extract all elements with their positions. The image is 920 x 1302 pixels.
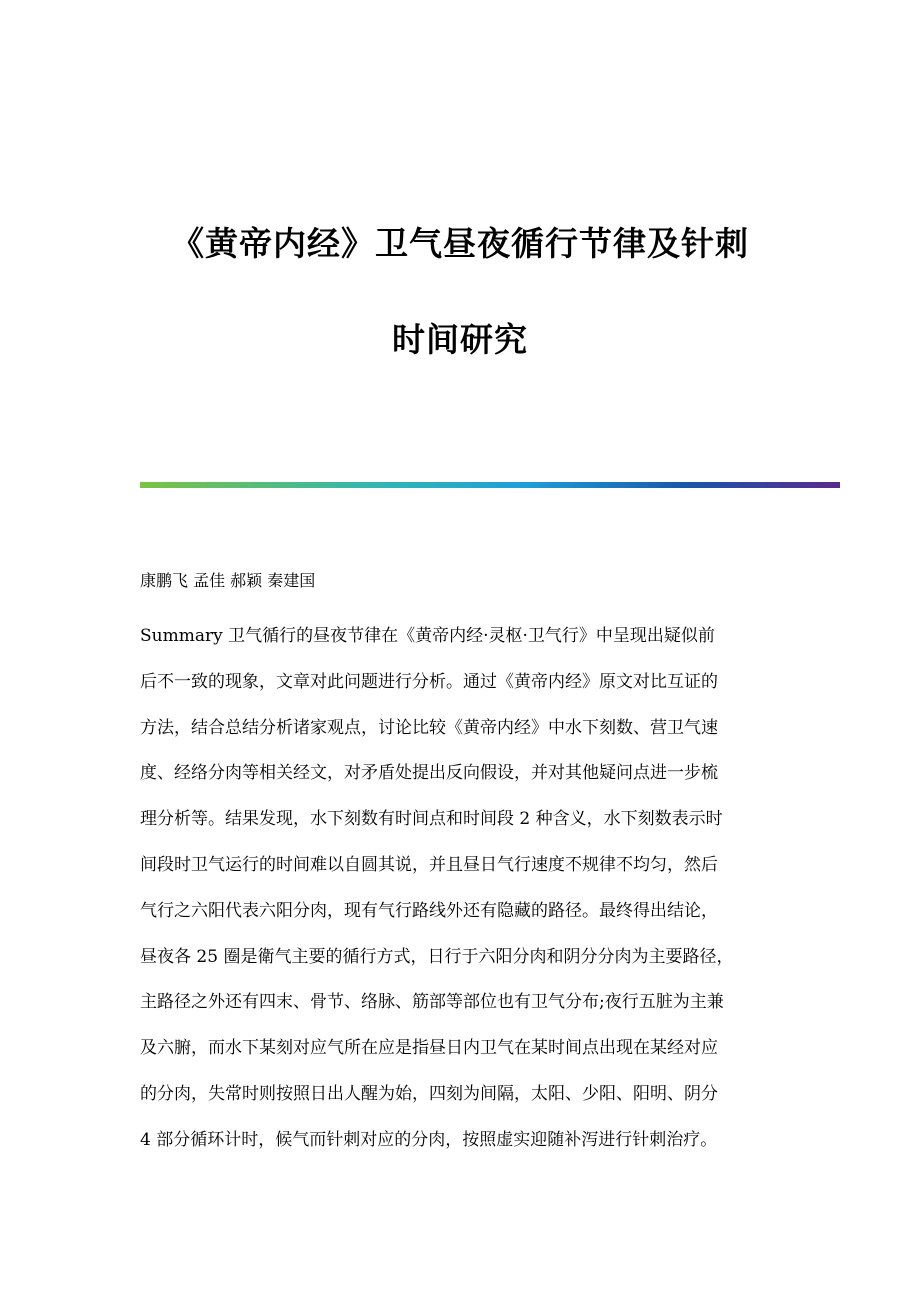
abstract-line: 及六腑，而水下某刻对应气所在应是指昼日内卫气在某时间点出现在某经对应: [140, 1038, 718, 1059]
abstract-line: 昼夜各 25 圈是衛气主要的循行方式，日行于六阳分肉和阴分分肉为主要路径，: [140, 946, 734, 967]
abstract-line: 理分析等。结果发现，水下刻数有时间点和时间段 2 种含义，水下刻数表示时: [140, 809, 723, 830]
abstract-line: 4 部分循环计时，候气而针刺对应的分肉，按照虚实迎随补泻进行针刺治疗。: [140, 1129, 718, 1150]
abstract-line: 度、经络分肉等相关经文，对矛盾处提出反向假设，并对其他疑问点进一步梳: [140, 763, 718, 784]
abstract-line: 的分肉，失常时则按照日出人醒为始，四刻为间隔，太阳、少阳、阳明、阴分: [140, 1083, 718, 1104]
author-list: 康鹏飞 孟佳 郝颖 秦建国: [140, 571, 316, 590]
paper-title-line-1: 《黄帝内经》卫气昼夜循行节律及针刺: [171, 224, 749, 263]
abstract-line: 方法，结合总结分析诸家观点，讨论比较《黄帝内经》中水下刻数、营卫气速: [140, 717, 718, 738]
abstract-line: Summary 卫气循行的昼夜节律在《黄帝内经·灵枢·卫气行》中呈现出疑似前: [140, 626, 715, 646]
abstract-line: 气行之六阳代表六阳分肉，现有气行路线外还有隐藏的路径。最终得出结论，: [140, 900, 718, 921]
abstract: [140, 620, 780, 1170]
paper-title-line-2: 时间研究: [392, 320, 528, 359]
abstract-line: 主路径之外还有四末、骨节、络脉、筋部等部位也有卫气分布;夜行五脏为主兼: [140, 992, 724, 1013]
abstract-line: 后不一致的现象，文章对此问题进行分析。通过《黄帝内经》原文对比互证的: [140, 671, 718, 692]
abstract-line: 间段时卫气运行的时间难以自圆其说，并且昼日气行速度不规律不均匀，然后: [140, 854, 718, 875]
gradient-divider: [140, 482, 840, 488]
